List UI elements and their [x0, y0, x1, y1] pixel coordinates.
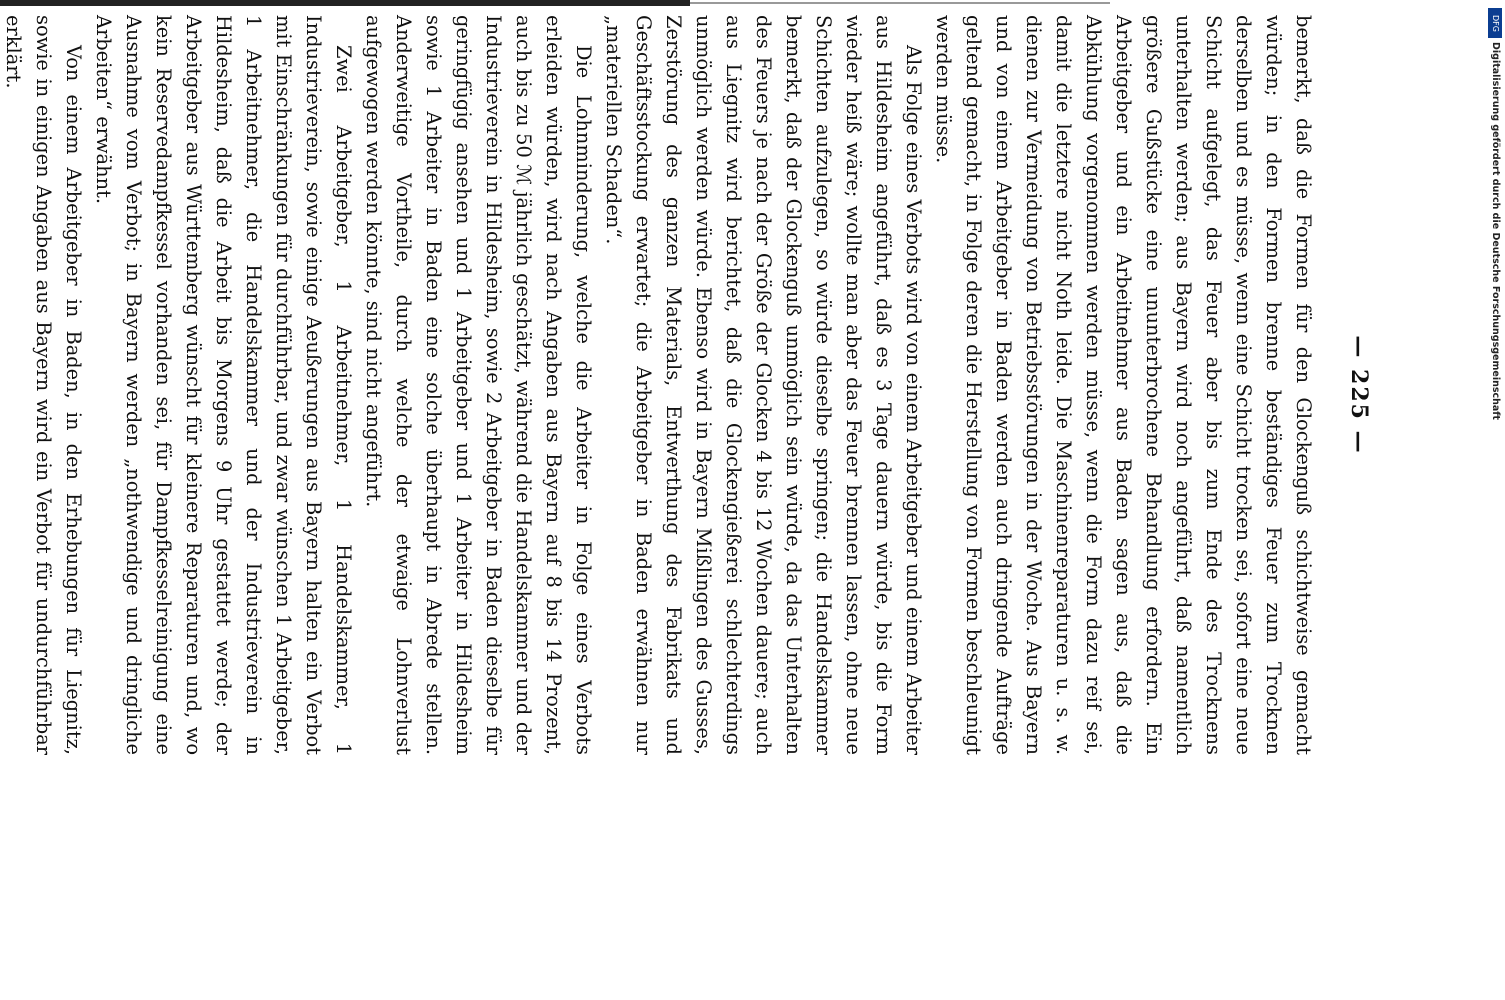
paragraph: Als Folge eines Verbots wird von einem Arbeitgeber und einem Arbeiter aus Hildesheim angeführt, daß es 3 Tage dauern würde, bis die Form wieder heiß wäre; wollte man aber das Feuer brennen lassen, ohne neue Schichten aufzulegen, so würde dieselbe springen; die Handelskammer bemerkt, daß der Glockenguß unmöglich sein würde, da das Unterhalten des Feuers je nach der Größe der Glocken 4 bis 12 Wochen dauere; auch aus Liegnitz wird berichtet, daß die Glockengießerei schlechterdings unmöglich werden würde. Ebenso wird in Bayern Mißlingen des Gusses, Zerstörung des ganzen Materials, Entwerthung des Fabrikats und Geschäftsstockung erwartet; die Arbeitgeber in Baden erwähnen nur „materiellen Schaden“. — [602, 15, 925, 755]
paragraph: Von einem Arbeitgeber in Baden, in den Erhebungen für Liegnitz, sowie in einigen Angaben aus Bayern wird ein Verbot für undurchführbar erklärt. — [2, 15, 85, 755]
paragraph: Zwei Arbeitgeber, 1 Arbeitnehmer, 1 Handelskammer, 1 Industrieverein, sowie einige Aeußerungen aus Bayern halten ein Verbot mit Einschränkungen für durchführbar, und zwar wünschen 1 Arbeitgeber, 1 Arbeitnehmer, die Handelskammer und der Industrieverein in Hildesheim, daß die Arbeit bis Morgens 9 Uhr gestattet werde; der Arbeitgeber aus Württemberg wünscht für kleinere Reparaturen und, wo kein Reservedampfkessel vorhanden sei, für Dampfkesselreinigung eine Ausnahme vom Verbot; in Bayern werden „nothwendige und dringliche Arbeiten“ erwähnt. — [92, 15, 355, 755]
page-body — [0, 15, 1318, 755]
paragraph: bemerkt, daß die Formen für den Glockenguß schichtweise gemacht würden; in den Formen brenne beständiges Feuer zum Trocknen derselben und es müsse, wenn eine Schicht trocken sei, sofort eine neue Schicht aufgelegt, das Feuer aber bis zum Ende des Trocknens unterhalten werden; aus Bayern wird noch angeführt, daß namentlich größere Gußstücke eine ununterbrochene Behandlung erfordern. Ein Arbeitgeber und ein Arbeitnehmer aus Baden sagen aus, daß die Abkühlung vorgenommen werden müsse, wenn die Form dazu reif sei, damit die letztere nicht Noth leide. Die Maschinenreparaturen u. s. w. dienen zur Vermeidung von Betriebsstörungen in der Woche. Aus Bayern und von einem Arbeitgeber in Baden werden auch dringende Aufträge geltend gemacht, in Folge deren die Herstellung von Formen beschleunigt werden müsse. — [932, 15, 1315, 755]
dfg-stamp — [1488, 8, 1502, 778]
page-number: — 225 — — [1346, 335, 1372, 455]
rotated-page — [2, 15, 1380, 775]
paragraph: Die Lohnminderung, welche die Arbeiter in Folge eines Verbots erleiden würden, wird nach Angaben aus Bayern auf 8 bis 14 Prozent, auch bis zu 50 ℳ jährlich geschätzt, während die Handelskammer und der Industrieverein in Hildesheim, sowie 2 Arbeitgeber in Baden dieselbe für geringfügig ansehen und 1 Arbeitgeber und 1 Arbeiter in Hildesheim sowie 1 Arbeiter in Baden eine solche überhaupt in Abrede stellen. Anderweitige Vortheile, durch welche der etwaige Lohnverlust aufgewogen werden könnte, sind nicht angeführt. — [362, 15, 595, 755]
dfg-logo-icon: DFG — [1488, 8, 1502, 38]
scan-edge-line — [690, 2, 1110, 4]
dfg-credit-text: Digitalisierung gefördert durch die Deutsche Forschungsgemeinschaft — [1490, 42, 1501, 420]
scan-edge-bar — [0, 0, 690, 6]
